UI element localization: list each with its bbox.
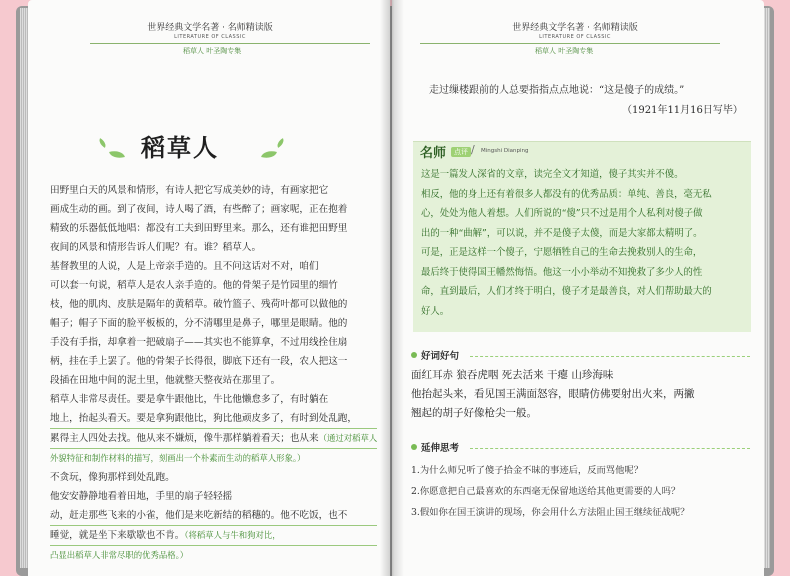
section-divider bbox=[470, 356, 750, 357]
heading-label: 延伸思考 bbox=[421, 443, 460, 454]
text-line: 这是一篇发人深省的文章，读完全文才知道，傻子其实并不傻。 bbox=[421, 169, 684, 180]
editor-note-part: 凸显出稻草人非常尽职的优秀品格。） bbox=[50, 550, 189, 560]
text-line: 最后终于使得国王幡然悔悟。他这一小小举动不知挽救了多少人的性 bbox=[421, 266, 703, 278]
bullet-icon bbox=[411, 444, 417, 450]
text-line: 相反，他的身上还有着很多人都没有的优秀品质：单纯、善良，毫无私 bbox=[421, 188, 712, 200]
left-running-head bbox=[135, 20, 285, 40]
good-phrases-heading bbox=[411, 348, 459, 362]
text-line: 不贪玩，像狗那样到处乱跑。 bbox=[50, 472, 175, 483]
text-line bbox=[50, 526, 377, 546]
text-line: 好人。 bbox=[421, 305, 450, 317]
text-line: 稻草人非常尽责任。要是拿牛跟他比，牛比他懒怠多了，有时躺在 bbox=[50, 394, 329, 405]
teacher-commentary-tag: 点评 bbox=[451, 147, 471, 157]
heading-label: 好词好句 bbox=[421, 351, 460, 362]
question-item: 3.假如你在国王演讲的现场，你会用什么方法阻止国王继续征战呢？ bbox=[411, 507, 690, 518]
text-line: 出的一种“曲解”，可以说，并不是傻子太傻，而是大家都太精明了。 bbox=[421, 227, 703, 239]
right-header-subtitle: 稻草人 叶圣陶专集 bbox=[535, 47, 594, 55]
editor-note-line bbox=[50, 546, 377, 565]
series-title: 世界经典文学名著 · 名师精读版 bbox=[512, 23, 638, 33]
series-subtitle: LITERATURE OF CLASSIC bbox=[174, 34, 246, 40]
text-line: 命，直到最后，人们才终于明白，傻子才是最善良，对人们帮助最大的 bbox=[421, 286, 712, 297]
text-line-part: 累得主人四处去找。他从来不嫌烦，像牛那样躺着看天；也从来 bbox=[50, 433, 319, 444]
text-line: 地上，抬起头看天。要是拿狗跟他比，狗比他顽皮多了，有时到处乱跑， bbox=[50, 409, 377, 429]
slash-divider: / bbox=[471, 143, 475, 156]
right-header-rule bbox=[420, 43, 720, 44]
left-header-rule bbox=[90, 43, 370, 44]
text-line: 田野里白天的风景和情形，有诗人把它写成美妙的诗，有画家把它 bbox=[50, 185, 329, 196]
book-gutter bbox=[380, 0, 404, 576]
text-line: 段插在田地中间的泥土里，他就整天整夜站在那里了。 bbox=[50, 375, 281, 386]
editor-note: （将稻草人与牛和狗对比， bbox=[184, 530, 281, 540]
text-line: 他安安静静地看着田地，手里的扇子轻轻摇 bbox=[50, 491, 233, 502]
text-line-part: 睡觉，就是坐下来歇歇也不肯。 bbox=[50, 530, 185, 541]
editor-note: （通过对稻草人 bbox=[318, 433, 378, 443]
text-line: 动，赶走那些飞来的小雀，他们是来吃新结的稻穗的。他不吃饭，也不 bbox=[50, 506, 377, 526]
question-item: 1.为什么师兄听了傻子拾金不昧的事迹后，反而骂他呢？ bbox=[411, 465, 643, 476]
phrase-line: 翘起的胡子好像枪尖一般。 bbox=[411, 407, 537, 419]
text-line: 可是，正是这样一个傻子，宁愿牺牲自己的生命去挽救别人的生命， bbox=[421, 247, 703, 258]
text-line: 可以套一句说，稻草人是农人亲手造的。他的骨架子是竹园里的细竹 bbox=[50, 280, 338, 291]
text-line: 手没有手指，却拿着一把破扇子——其实也不能算拿，不过用线拴住扇 bbox=[50, 337, 348, 348]
text-line: 基督教里的人说，人是上帝亲手造的。且不问这话对不对，咱们 bbox=[50, 261, 319, 272]
series-subtitle: LITERATURE OF CLASSIC bbox=[539, 34, 611, 40]
date-note: （1921年11月16日写毕） bbox=[622, 105, 743, 116]
text-line: 夜间的风景和情形告诉人们呢？有。谁？稻草人。 bbox=[50, 242, 262, 253]
editor-note-line: 外貌特征和制作材料的描写，刻画出一个朴素而生动的稻草人形象。） bbox=[50, 453, 306, 463]
chapter-title: 稻草人 bbox=[141, 133, 219, 162]
text-line: 枝，他的肌肉、皮肤是隔年的黄稻草。破竹篮子、残荷叶都可以做他的 bbox=[50, 299, 348, 310]
left-header-subtitle: 稻草人 叶圣陶专集 bbox=[183, 47, 242, 55]
phrase-line: 面红耳赤 狼吞虎咽 死去活来 干瘪 山珍海味 bbox=[411, 369, 614, 381]
teacher-commentary-pinyin: Mingshi Dianping bbox=[481, 148, 529, 154]
text-line: 画成生动的画。到了夜间，诗人喝了酒，有些醉了；画家呢，正在抱着 bbox=[50, 204, 348, 215]
section-divider bbox=[470, 448, 750, 449]
good-phrases-text bbox=[411, 366, 695, 423]
text-line: 帽子；帽子下面的脸平板板的，分不清哪里是鼻子，哪里是眼睛。他的 bbox=[50, 318, 348, 329]
series-title: 世界经典文学名著 · 名师精读版 bbox=[147, 23, 273, 33]
text-line: 柄，挂在手上罢了。他的骨架子长得很，脚底下还有一段，农人把这一 bbox=[50, 356, 348, 367]
left-body-text bbox=[50, 181, 377, 565]
teacher-commentary-text bbox=[421, 165, 712, 321]
right-running-head bbox=[500, 20, 650, 40]
text-line bbox=[50, 429, 377, 449]
text-line: 精致的乐器低低地唱：都没有工夫到田野里来。那么，还有谁把田野里 bbox=[50, 223, 348, 234]
teacher-commentary-label: 名师 bbox=[420, 146, 447, 161]
text-line: 心，处处为他人着想。人们所说的“傻”只不过是用个人私利对傻子做 bbox=[421, 208, 703, 219]
question-list bbox=[411, 460, 689, 523]
left-page-edges bbox=[20, 8, 28, 568]
ending-sentence: 走过缫楼跟前的人总要指指点点地说：“这是傻子的成绩。” bbox=[429, 85, 685, 96]
bullet-icon bbox=[411, 352, 417, 358]
extended-thinking-heading bbox=[411, 440, 459, 454]
phrase-line: 他抬起头来，看见国王满面怒容，眼睛仿佛要射出火来，两撇 bbox=[411, 388, 695, 400]
question-item: 2.你愿意把自己最喜欢的东西毫无保留地送给其他更需要的人吗？ bbox=[411, 486, 681, 497]
